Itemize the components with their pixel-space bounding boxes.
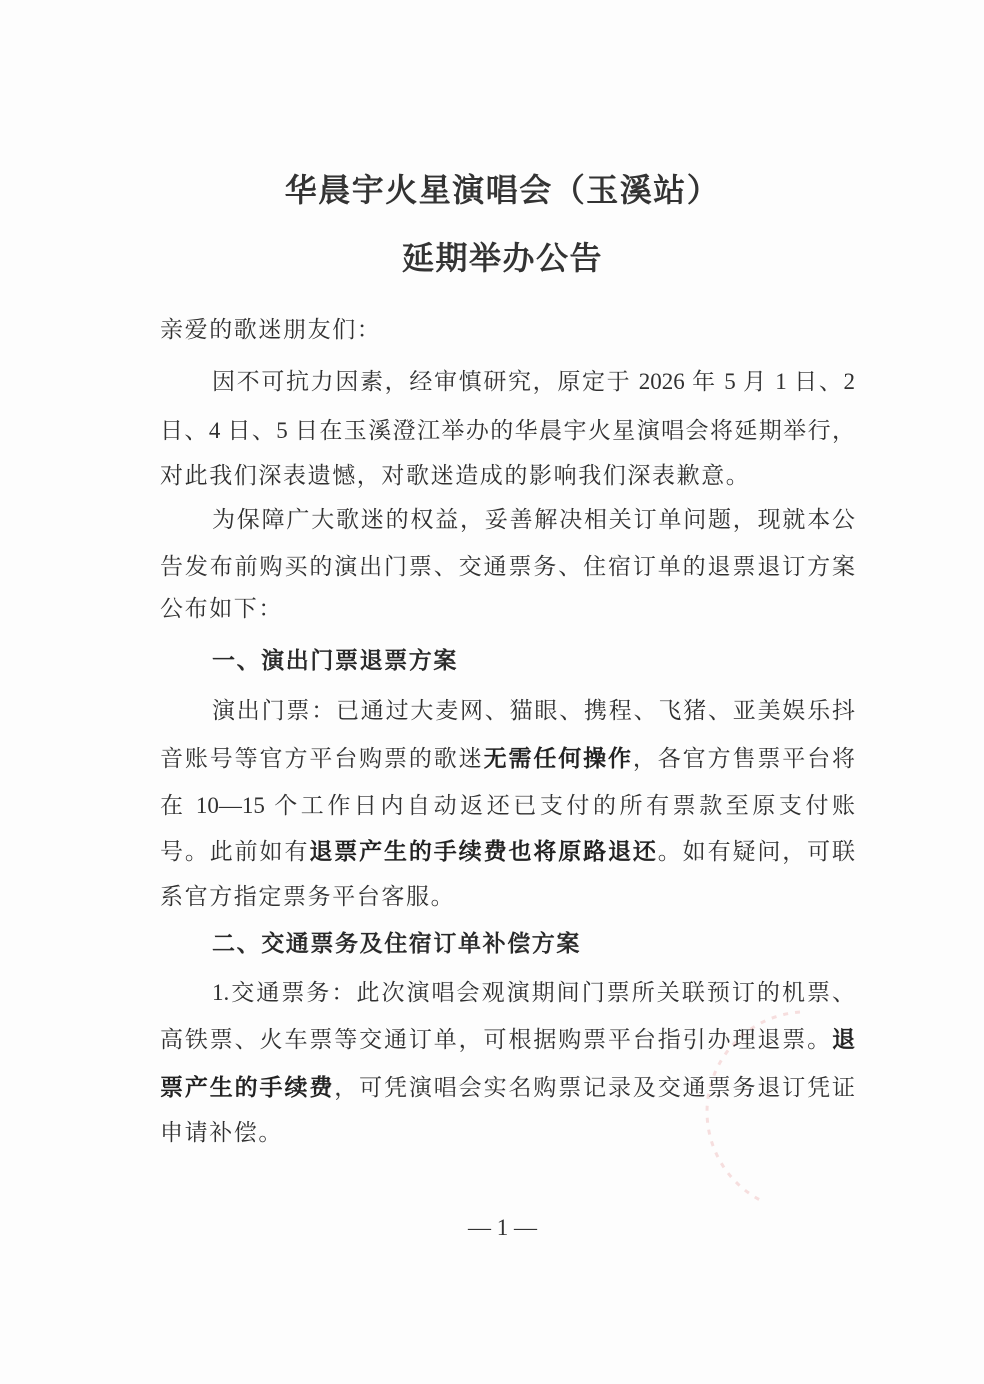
text-segment: ，各官方售票平台将 bbox=[632, 746, 855, 771]
emphasis-text: 退票产生的手续费也将原路退还 bbox=[309, 839, 658, 864]
paragraph2-line: 告发布前购买的演出门票、交通票务、住宿订单的退票退订方案 bbox=[160, 554, 855, 579]
red-stamp-trace bbox=[690, 1000, 820, 1220]
section2-line: 1.交通票务：此次演唱会观演期间门票所关联预订的机票、 bbox=[212, 980, 855, 1005]
page-number: — 1 — bbox=[468, 1215, 537, 1240]
section1-line: 在 10—15 个工作日内自动返还已支付的所有票款至原支付账 bbox=[160, 793, 855, 818]
paragraph1-line: 对此我们深表遗憾，对歌迷造成的影响我们深表歉意。 bbox=[160, 463, 751, 488]
paragraph2-line: 公布如下： bbox=[160, 596, 283, 621]
text-segment: ，可凭演唱会实名购票记录及交通票务退订凭证 bbox=[334, 1075, 855, 1100]
section2-line: 申请补偿。 bbox=[160, 1120, 283, 1145]
paragraph1-line: 因不可抗力因素，经审慎研究，原定于 2026 年 5 月 1 日、2 bbox=[212, 369, 855, 394]
emphasis-text: 票产生的手续费 bbox=[160, 1075, 335, 1100]
notice-title: 华晨宇火星演唱会（玉溪站） bbox=[284, 172, 721, 208]
text-segment: 。如有疑问，可联 bbox=[657, 839, 855, 864]
text-segment: 号。此前如有 bbox=[160, 839, 310, 864]
notice-subtitle: 延期举办公告 bbox=[401, 240, 603, 276]
paragraph2-line: 为保障广大歌迷的权益，妥善解决相关订单问题，现就本公 bbox=[212, 507, 855, 532]
section1-line bbox=[160, 744, 855, 774]
emphasis-text: 无需任何操作 bbox=[483, 746, 633, 771]
paragraph1-line: 日、4 日、5 日在玉溪澄江举办的华晨宇火星演唱会将延期举行， bbox=[160, 418, 855, 443]
text-segment: 音账号等官方平台购票的歌迷 bbox=[160, 746, 484, 771]
section1-line bbox=[160, 837, 855, 867]
text-segment: 高铁票、火车票等交通订单，可根据购票平台指引办理退票。 bbox=[160, 1027, 832, 1052]
section1-line: 系官方指定票务平台客服。 bbox=[160, 884, 456, 909]
greeting: 亲爱的歌迷朋友们： bbox=[160, 317, 382, 342]
section2-heading: 二、交通票务及住宿订单补偿方案 bbox=[212, 931, 581, 956]
section1-line: 演出门票：已通过大麦网、猫眼、携程、飞猪、亚美娱乐抖 bbox=[212, 698, 855, 723]
emphasis-text: 退 bbox=[832, 1027, 855, 1052]
section1-heading: 一、演出门票退票方案 bbox=[212, 648, 458, 673]
